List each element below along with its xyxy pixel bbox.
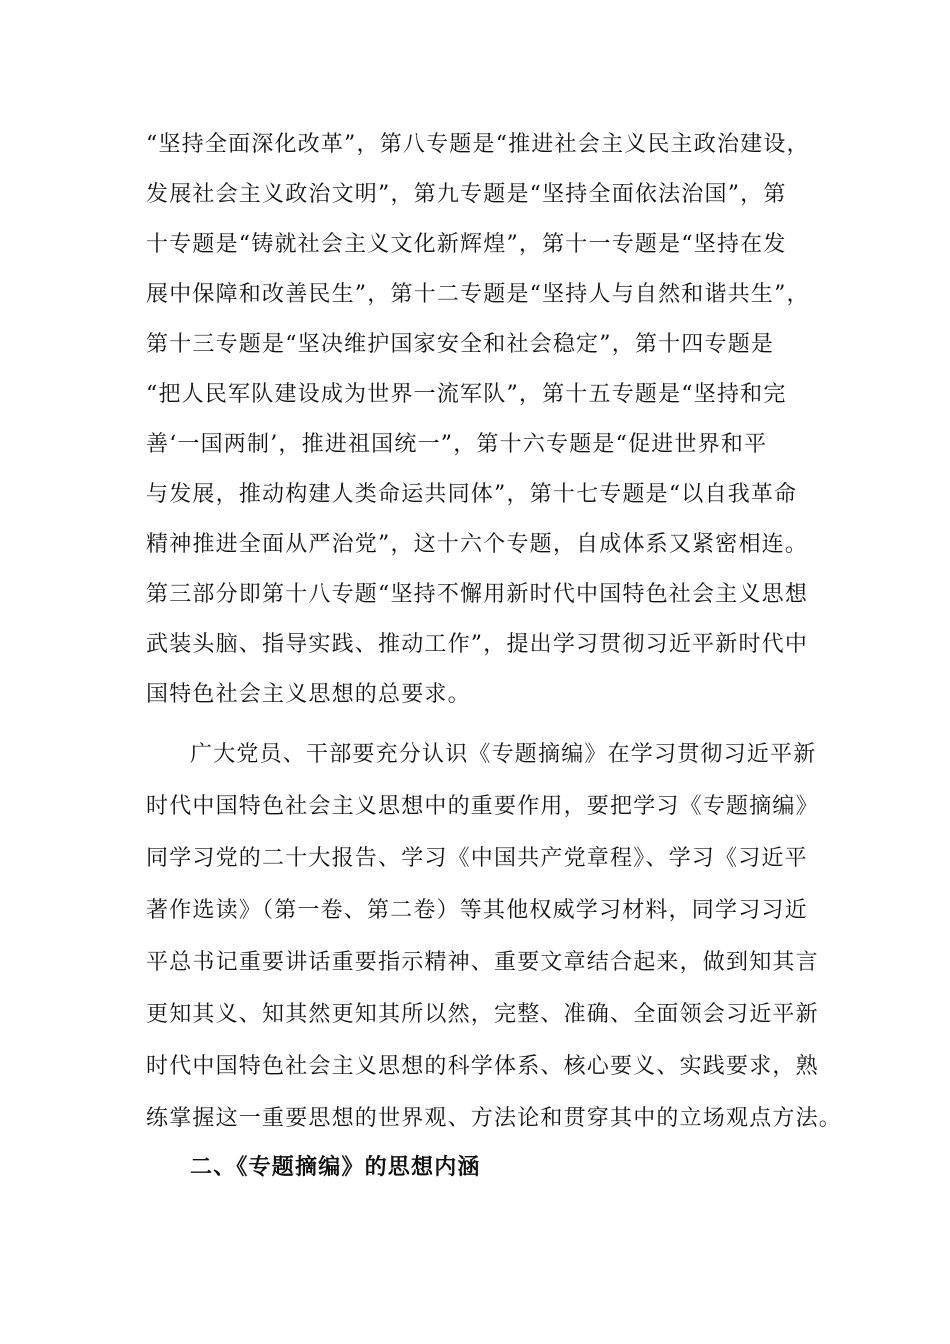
paragraph-2-line: 时代中国特色社会主义思想中的重要作用，要把学习《专题摘编》 xyxy=(146,794,819,819)
paragraph-2-line: 更知其义、知其然更知其所以然，完整、准确、全面领会习近平新 xyxy=(146,1002,819,1027)
paragraph-1-line: 第十三专题是“坚决维护国家安全和社会稳定”，第十四专题是 xyxy=(146,332,775,357)
paragraph-1-line: 展中保障和改善民生”，第十二专题是“坚持人与自然和谐共生”， xyxy=(146,282,810,307)
section-heading: 二、《专题摘编》的思想内涵 xyxy=(190,1154,481,1180)
paragraph-1-line: 善‘一国两制’，推进祖国统一”，第十六专题是“促进世界和平 xyxy=(146,432,768,457)
paragraph-2-line: 练掌握这一重要思想的世界观、方法论和贯穿其中的立场观点方法。 xyxy=(146,1106,843,1131)
paragraph-1-line: 国特色社会主义思想的总要求。 xyxy=(146,682,471,707)
paragraph-1-line: 精神推进全面从严治党”，这十六个专题，自成体系又紧密相连。 xyxy=(146,532,809,557)
paragraph-1-line: 武装头脑、指导实践、推动工作”，提出学习贯彻习近平新时代中 xyxy=(146,632,809,657)
paragraph-1-line: 十专题是“铸就社会主义文化新辉煌”，第十一专题是“坚持在发 xyxy=(146,232,787,257)
paragraph-2-line: 同学习党的二十大报告、学习《中国共产党章程》、学习《习近平 xyxy=(146,846,808,871)
paragraph-2-line: 平总书记重要讲话重要指示精神、重要文章结合起来，做到知其言 xyxy=(146,950,819,975)
paragraph-1-line: “坚持全面深化改革”，第八专题是“推进社会主义民主政治建设， xyxy=(146,132,810,157)
paragraph-2-line: 时代中国特色社会主义思想的科学体系、核心要义、实践要求，熟 xyxy=(146,1054,819,1079)
paragraph-1-line: 第三部分即第十八专题“坚持不懈用新时代中国特色社会主义思想 xyxy=(146,582,809,607)
paragraph-1-line: 与发展，推动构建人类命运共同体”，第十七专题是“以自我革命 xyxy=(146,482,798,507)
paragraph-1-line: 发展社会主义政治文明”，第九专题是“坚持全面依法治国”，第 xyxy=(146,182,787,207)
paragraph-2-line: 著作选读》（第一卷、第二卷）等其他权威学习材料，同学习习近 xyxy=(146,898,808,923)
paragraph-1-line: “把人民军队建设成为世界一流军队”，第十五专题是“坚持和完 xyxy=(146,382,787,407)
paragraph-2-line: 广大党员、干部要充分认识《专题摘编》在学习贯彻习近平新 xyxy=(190,742,817,767)
